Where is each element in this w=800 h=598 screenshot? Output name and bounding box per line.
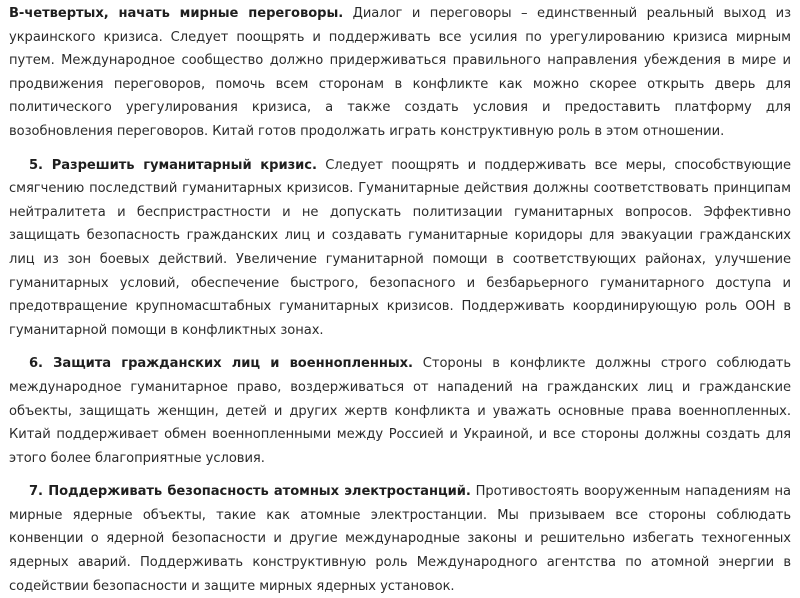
paragraph-body: Диалог и переговоры – единственный реальный выход из украинского кризиса. Следует поощрять и поддерживать все усилия по урегулированию кризиса мирным путем. Международное сообщество должно придерживаться правильного направления убеждения в мире и продвижения переговоров, помочь всем сторонам в конфликте как можно скорее открыть дверь для политического урегулирования кризиса, а также создать условия и предоставить платформу для возобновления переговоров. Китай готов продолжать играть конструктивную роль в этом отношении.: [9, 6, 791, 139]
paragraph-body: Следует поощрять и поддерживать все меры, способствующие смягчению последствий гуманитарных кризисов. Гуманитарные действия должны соответствовать принципам нейтралитета и беспристрастности и не допускать политизации гуманитарных вопросов. Эффективно защищать безопасность гражданских лиц и создавать гуманитарные коридоры для эвакуации гражданских лиц из зон боевых действий. Увеличение гуманитарной помощи в соответствующих районах, улучшение гуманитарных условий, обеспечение быстрого, безопасного и безбарьерного гуманитарного доступа и предотвращение крупномасштабных гуманитарных кризисов. Поддерживать координирующую роль ООН в гуманитарной помощи в конфликтных зонах.: [9, 157, 792, 338]
paragraph-gap: [9, 470, 791, 480]
paragraph-gap: [9, 144, 791, 154]
paragraph-body: Противостоять вооруженным нападениям на мирные ядерные объекты, такие как атомные электростанции. Мы призываем все стороны соблюдать конвенции о ядерной безопасности и другие международные законы и решительно избегать техногенных ядерных аварий. Поддерживать конструктивную роль Международного агентства по атомной энергии в содействии безопасности и защите мирных ядерных установок.: [9, 484, 791, 594]
paragraph-heading: В-четвертых, начать мирные переговоры.: [9, 6, 344, 21]
paragraph-heading: 6. Защита гражданских лиц и военнопленных.: [29, 356, 413, 372]
paragraph-heading: 7. Поддерживать безопасность атомных электростанций.: [29, 484, 471, 500]
paragraph-nuclear-safety: [9, 480, 791, 598]
paragraph-civilians-pows: [9, 352, 791, 470]
paragraph-gap: [9, 342, 791, 352]
paragraph-body: Стороны в конфликте должны строго соблюдать международное гуманитарное право, воздерживаться от нападений на гражданских лиц и гражданские объекты, защищать женщин, детей и других жертв конфликта и уважать основные права военнопленных. Китай поддерживает обмен военнопленными между Россией и Украиной, и все стороны должны создать для этого более благоприятные условия.: [9, 356, 792, 466]
paragraph-humanitarian-crisis: [9, 154, 791, 343]
paragraph-heading: 5. Разрешить гуманитарный кризис.: [29, 157, 317, 173]
paragraph-peace-talks: [9, 2, 791, 144]
